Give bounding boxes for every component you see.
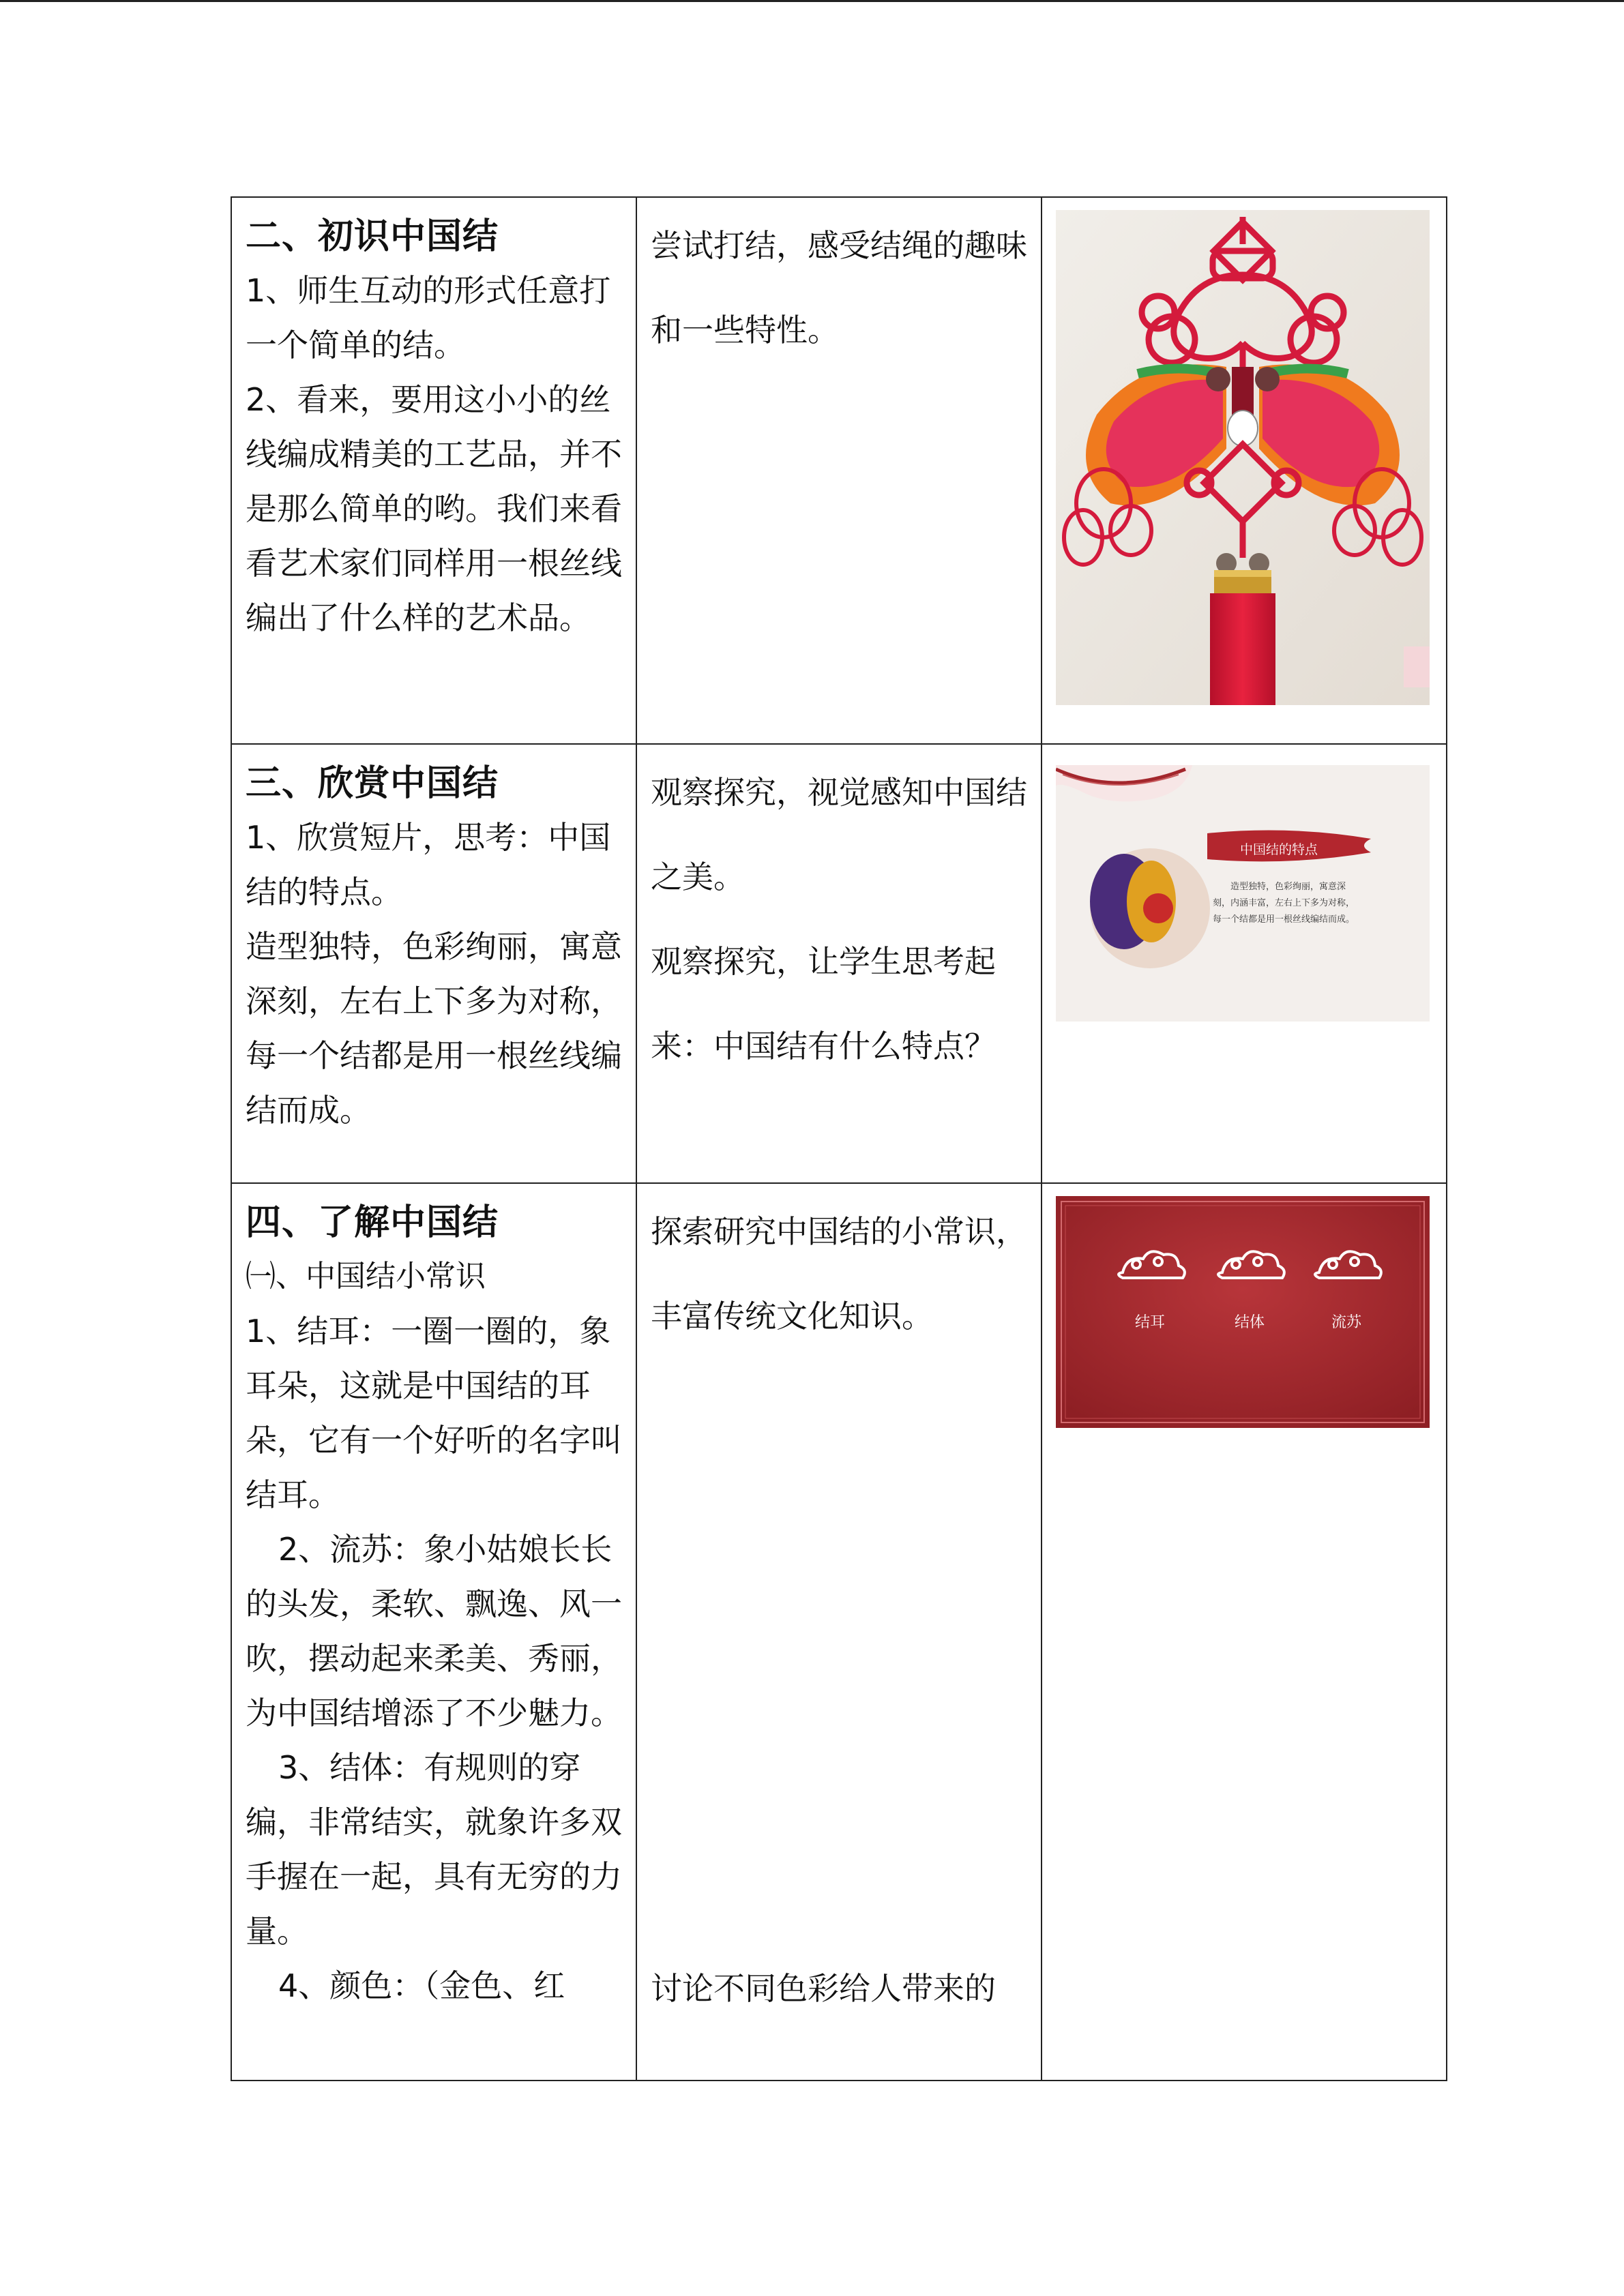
activity-cell	[636, 1183, 1042, 2081]
content-cell	[231, 744, 636, 1183]
lesson-plan-table	[231, 196, 1447, 2081]
activity-text: 讨论不同色彩给人带来的	[651, 1970, 996, 2007]
activity-text: 观察探究，让学生思考起来：中国结有什么特点？	[651, 943, 996, 1064]
table-row	[231, 1183, 1447, 2081]
activity-text: 探索研究中国结的小常识，丰富传统文化知识。	[651, 1213, 1027, 1335]
activity-cell	[636, 744, 1042, 1183]
slide-label: 结耳	[1134, 1314, 1166, 1331]
top-border-line	[0, 0, 1624, 2]
svg-text:刻，内涵丰富，左右上下多为对称，: 刻，内涵丰富，左右上下多为对称，	[1213, 898, 1355, 908]
content-paragraph: 4、颜色：（金色、红	[278, 1967, 565, 2004]
slide-title: 中国结的特点	[1240, 842, 1318, 857]
section-heading: 二、初识中国结	[246, 216, 499, 257]
table-row	[231, 197, 1447, 744]
chinese-knot-photo	[1056, 210, 1430, 705]
content-cell	[231, 1183, 636, 2081]
content-paragraph: 2、流苏：象小姑娘长长的头发，柔软、飘逸、风一吹，摆动起来柔美、秀丽，为中国结增添了不少魅力。	[246, 1531, 622, 1731]
content-paragraph: 造型独特，色彩绚丽，寓意深刻，左右上下多为对称，每一个结都是用一根丝线编结而成。	[246, 928, 622, 1129]
content-paragraph: 1、师生互动的形式任意打一个简单的结。	[246, 272, 611, 363]
slide-label: 流苏	[1331, 1314, 1362, 1331]
content-paragraph: 1、欣赏短片，思考：中国结的特点。	[246, 819, 611, 910]
section-heading: 三、欣赏中国结	[246, 763, 499, 804]
image-cell	[1042, 1183, 1447, 2081]
activity-cell	[636, 197, 1042, 744]
knot-features-slide	[1056, 765, 1430, 1022]
image-cell	[1042, 744, 1447, 1183]
activity-text: 观察探究，视觉感知中国结之美。	[651, 774, 1027, 895]
activity-text: 尝试打结，感受结绳的趣味和一些特性。	[651, 227, 1027, 348]
knot-parts-slide	[1056, 1196, 1430, 1428]
table-row	[231, 744, 1447, 1183]
content-paragraph: 1、结耳：一圈一圈的，象耳朵，这就是中国结的耳朵，它有一个好听的名字叫结耳。	[246, 1313, 622, 1513]
section-heading: 四、了解中国结	[246, 1202, 499, 1243]
content-paragraph: 3、结体：有规则的穿编，非常结实，就象许多双手握在一起，具有无穷的力量。	[246, 1749, 622, 1950]
slide-label: 结体	[1234, 1314, 1265, 1331]
image-cell	[1042, 197, 1447, 744]
content-subheading: ㈠、中国结小常识	[246, 1259, 486, 1294]
content-cell	[231, 197, 636, 744]
svg-text:每一个结都是用一根丝线编结而成。: 每一个结都是用一根丝线编结而成。	[1213, 914, 1355, 925]
svg-text:造型独特，色彩绚丽，寓意深: 造型独特，色彩绚丽，寓意深	[1230, 882, 1346, 892]
slide-body	[1213, 881, 1355, 925]
content-paragraph: 2、看来，要用这小小的丝线编成精美的工艺品，并不是那么简单的哟。我们来看看艺术家们同样用一根丝线编出了什么样的艺术品。	[246, 381, 622, 636]
